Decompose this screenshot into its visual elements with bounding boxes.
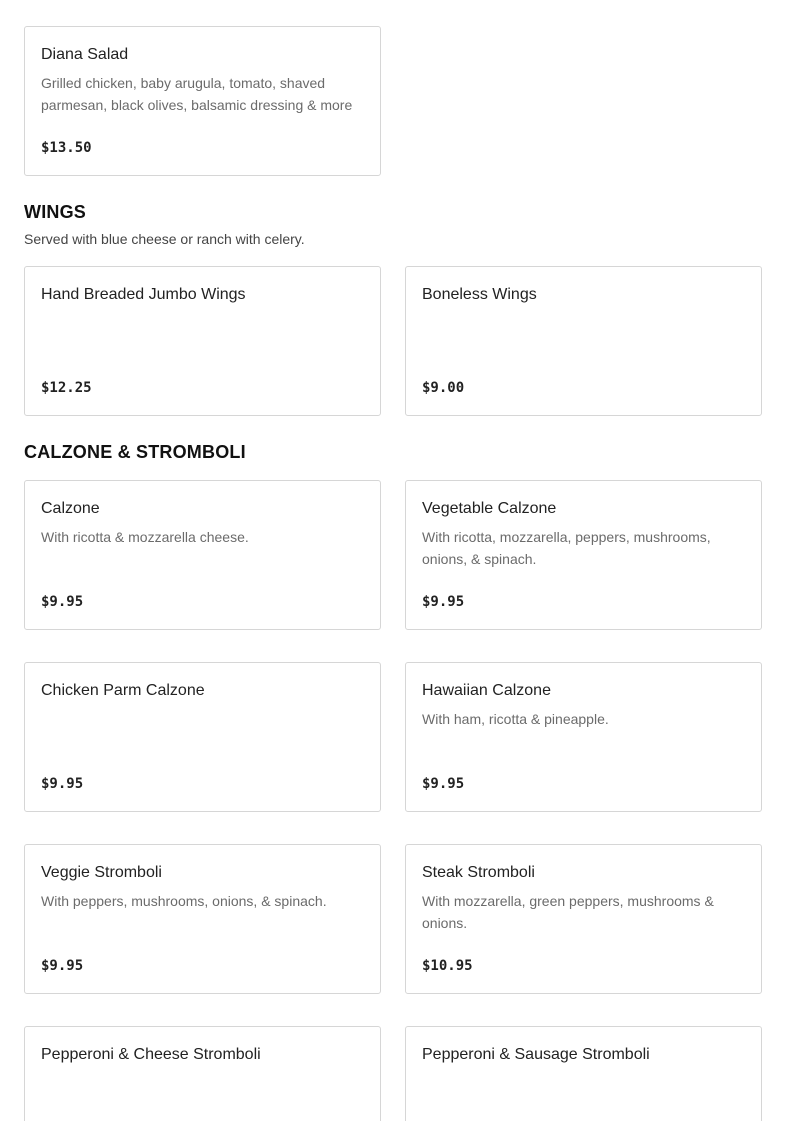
section-title: WINGS	[24, 202, 86, 222]
menu-item-card[interactable]	[405, 480, 762, 630]
menu-item-card[interactable]	[405, 1026, 762, 1121]
menu-item-description: With peppers, mushrooms, onions, & spinach.	[41, 893, 327, 909]
menu-item-name: Veggie Stromboli	[41, 864, 162, 881]
menu-item-price: $9.95	[41, 958, 84, 974]
menu-item-card[interactable]	[405, 266, 762, 416]
section-description: Served with blue cheese or ranch with celery.	[24, 231, 305, 247]
menu-item-name: Pepperoni & Sausage Stromboli	[422, 1046, 650, 1063]
menu-item-price: $9.95	[422, 594, 465, 610]
menu-item-description: With ricotta & mozzarella cheese.	[41, 529, 249, 545]
menu-item-price: $9.95	[41, 594, 84, 610]
menu-item-price: $9.00	[422, 380, 465, 396]
menu-item-description: Grilled chicken, baby arugula, tomato, shaved parmesan, black olives, balsamic dressing & more	[41, 75, 353, 113]
menu-item-name: Steak Stromboli	[422, 864, 535, 881]
menu-item-name: Pepperoni & Cheese Stromboli	[41, 1046, 261, 1063]
menu-item-card[interactable]	[24, 26, 381, 176]
menu-item-card[interactable]	[24, 1026, 381, 1121]
menu-item-name: Hawaiian Calzone	[422, 682, 551, 699]
menu-item-name: Vegetable Calzone	[422, 500, 557, 517]
menu-item-name: Boneless Wings	[422, 286, 537, 303]
menu-item-description: With ricotta, mozzarella, peppers, mushrooms, onions, & spinach.	[422, 529, 711, 567]
menu-item-card[interactable]	[24, 662, 381, 812]
calzone-stromboli-section-header	[24, 441, 761, 463]
menu-item-name: Hand Breaded Jumbo Wings	[41, 286, 246, 303]
menu-item-description: With ham, ricotta & pineapple.	[422, 711, 609, 727]
menu-item-price: $10.95	[422, 958, 473, 974]
menu-item-card[interactable]	[24, 480, 381, 630]
menu-item-card[interactable]	[24, 266, 381, 416]
menu-item-price: $9.95	[41, 776, 84, 792]
wings-section-header	[24, 201, 761, 249]
menu-item-price: $12.25	[41, 380, 92, 396]
section-title: CALZONE & STROMBOLI	[24, 442, 246, 462]
menu-item-card[interactable]	[405, 662, 762, 812]
menu-item-card[interactable]	[405, 844, 762, 994]
menu-item-price: $9.95	[422, 776, 465, 792]
menu-item-name: Calzone	[41, 500, 100, 517]
menu-item-name: Chicken Parm Calzone	[41, 682, 205, 699]
menu-item-name: Diana Salad	[41, 46, 129, 63]
menu-item-card[interactable]	[24, 844, 381, 994]
menu-item-price: $13.50	[41, 140, 92, 156]
menu-item-description: With mozzarella, green peppers, mushrooms & onions.	[422, 893, 714, 931]
